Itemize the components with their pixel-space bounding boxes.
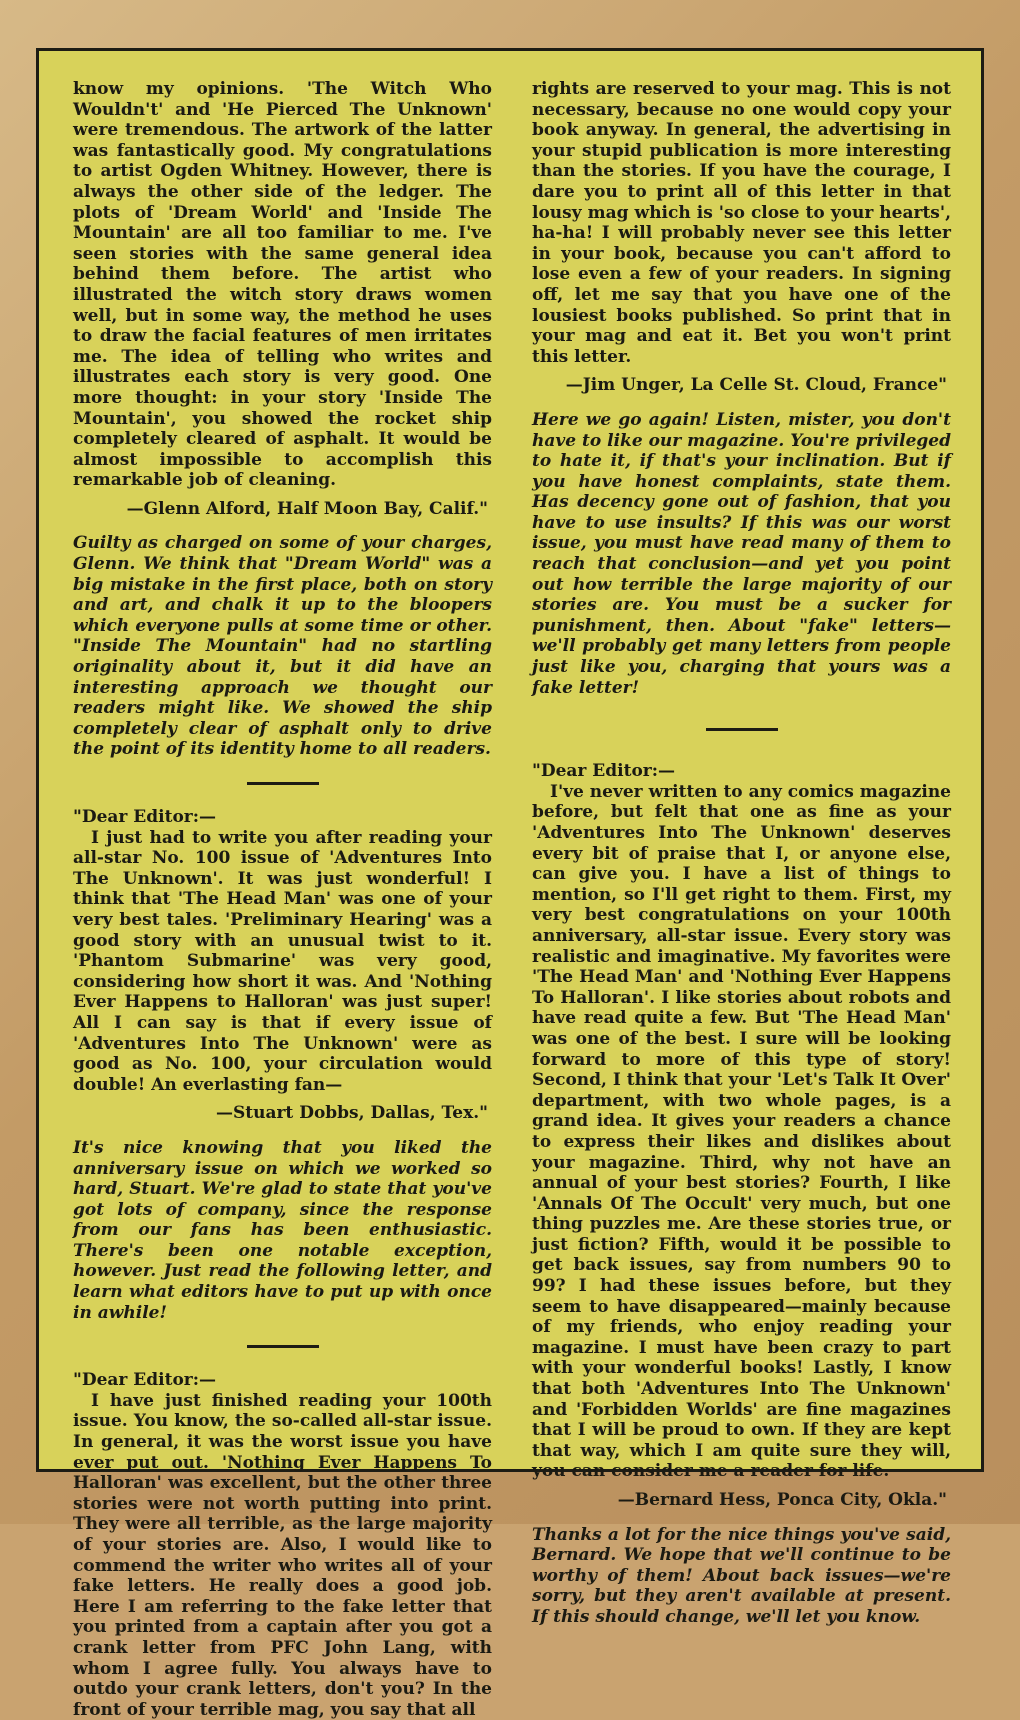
letter-dobbs [73, 807, 492, 1124]
letters-panel [36, 48, 984, 1720]
editor-reply: It's nice knowing that you liked the anniversary issue on which we worked so hard, Stuart. We're glad to state that you've got lots of company, since the response from our fans has been enthusiastic. There's been one notable exception, however. Just read the following letter, and learn what editors have to put up with once in awhile! [73, 1137, 492, 1323]
letter-body: know my opinions. 'The Witch Who Wouldn't' and 'He Pierced The Unknown' were tremendous. The artwork of the latter was fantastically good. My congratulations to artist Ogden Whitney. However, there is always the other side of the ledger. The plots of 'Dream World' and 'Inside The Mountain' are all too familiar to me. I've seen stories with the same general idea behind them before. The artist who illustrated the witch story draws women well, but in some way, the method he uses to draw the facial features of men irritates me. The idea of telling who writes and illustrates each story is very good. One more thought: in your story 'Inside The Mountain', you showed the rocket ship completely cleared of asphalt. It would be almost impossible to accomplish this remarkable job of cleaning. [73, 79, 492, 491]
right-column [532, 79, 952, 1627]
letter-signature: —Glenn Alford, Half Moon Bay, Calif." [126, 498, 488, 519]
letter-unger [73, 1370, 492, 1720]
letter-salutation: "Dear Editor:— [73, 807, 217, 827]
letter-body: I have just finished reading your 100th issue. You know, the so-called all-star issue. In general, it was the worst issue you have ever put out. 'Nothing Ever Happens To Halloran' was excellent, but the other three stories were not worth putting into print. They were all terrible, as the large majority of your stories are. Also, I would like to commend the writer who writes all of your fake letters. He really does a good job. Here I am referring to the fake letter that you printed from a captain after you got a crank letter from PFC John Lang, with whom I agree fully. You always have to outdo your crank letters, don't you? In the front of your terrible mag, you say that all [73, 1390, 492, 1720]
letter-signature: —Bernard Hess, Ponca City, Okla." [617, 1490, 947, 1510]
divider-rule [247, 1345, 319, 1348]
editor-reply: Here we go again! Listen, mister, you don't have to like our magazine. You're privileged to hate it, if that's your inclination. But if you have honest complaints, state them. Has decency gone out of fashion, that you have to use insults? If this was our worst issue, you must have read many of them to reach that conclusion—and yet you point out how terrible the large majority of our stories are. You must be a sucker for punishment, then. About "fake" letters—we'll probably get many letters from people just like you, charging that yours was a fake letter! [532, 409, 951, 698]
divider-rule [706, 728, 778, 731]
editor-reply: Guilty as charged on some of your charges, Glenn. We think that "Dream World" was a big mistake in the first place, both on story and art, and chalk it up to the bloopers which everyone pulls at some time or other. "Inside The Mountain" had no startling originality about it, but it did have an interesting approach we thought our readers might like. We showed the ship completely clear of asphalt only to drive the point of its identity home to all readers. [73, 533, 492, 760]
letter-signature: —Stuart Dobbs, Dallas, Tex." [215, 1103, 488, 1124]
letter-unger-continued [532, 79, 951, 396]
divider-rule [247, 782, 319, 785]
letter-body: rights are reserved to your mag. This is not necessary, because no one would copy your book anyway. In general, the advertising in your stupid publication is more interesting than the stories. If you have the courage, I dare you to print all of this letter in that lousy mag which is 'so close to your hearts', ha-ha! I will probably never see this letter in your book, because you can't afford to lose even a few of your readers. In signing off, let me say that you have one of the lousiest books published. So print that in your mag and eat it. Bet you won't print this letter. [532, 79, 951, 367]
letter-alford [73, 79, 492, 519]
letter-salutation: "Dear Editor:— [73, 1370, 217, 1391]
letter-body: I've never written to any comics magazine before, but felt that one as fine as your 'Adventures Into The Unknown' deserves every bit of praise that I, or anyone else, can give you. I have a list of things to mention, so I'll get right to them. First, my very best congratulations on your 100th anniversary, all-star issue. Every story was realistic and imaginative. My favorites were 'The Head Man' and 'Nothing Ever Happens To Halloran'. I like stories about robots and have read quite a few. But 'The Head Man' was one of the best. I sure will be looking forward to more of this type of story! Second, I think that your 'Let's Talk It Over' department, with two whole pages, is a grand idea. It gives your readers a chance to express their likes and dislikes about your magazine. Third, why not have an annual of your best stories? Fourth, I like 'Annals Of The Occult' very much, but one thing puzzles me. Are these stories true, or just fiction? Fifth, would it be possible to get back issues, say from numbers 90 to 99? I had these issues before, but they seem to have disappeared—mainly because of my friends, who enjoy reading your magazine. I must have been crazy to part with your wonderful books! Lastly, I know that both 'Adventures Into The Unknown' and 'Forbidden Worlds' are fine magazines that I will be proud to own. If they are kept that way, which I am quite sure they will, you can consider me a reader for life. [532, 781, 952, 1482]
letter-body: I just had to write you after reading your all-star No. 100 issue of 'Adventures Into The Unknown'. It was just wonderful! I think that 'The Head Man' was one of your very best tales. 'Preliminary Hearing' was a good story with an unusual twist to it. 'Phantom Submarine' was very good, considering how short it was. And 'Nothing Ever Happens to Halloran' was just super! All I can say is that if every issue of 'Adventures Into The Unknown' were as good as No. 100, your circulation would double! An everlasting fan— [73, 827, 492, 1095]
editor-reply: Thanks a lot for the nice things you've said, Bernard. We hope that we'll continue to be worthy of them! About back issues—we're sorry, but they aren't available at present. If this should change, we'll let you know. [532, 1524, 951, 1627]
letter-signature: —Jim Unger, La Celle St. Cloud, France" [565, 375, 947, 396]
letter-salutation: "Dear Editor:— [532, 761, 676, 782]
letter-hess [532, 761, 951, 1510]
left-column [73, 79, 492, 1720]
